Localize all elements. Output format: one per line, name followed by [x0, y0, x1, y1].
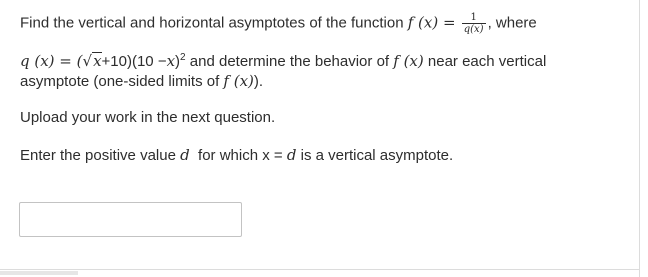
answer-input[interactable] [19, 202, 242, 237]
fraction-numerator: 1 [462, 12, 486, 24]
question-line-2-text: and determine the behavior of [185, 53, 394, 70]
q-x: x [166, 52, 176, 70]
q-definition: q (x) = ( [20, 52, 83, 70]
question-line-2-tail: near each vertical [423, 53, 547, 70]
question-line-3 [20, 71, 263, 92]
prompt-variable-d-2: d [286, 146, 297, 164]
fraction-denominator: q(x) [463, 24, 484, 35]
q-middle: +10)(10 − [101, 53, 167, 70]
prompt-after: is a vertical asymptote. [296, 147, 454, 164]
question-line-3-text: asymptote (one-sided limits of [20, 73, 224, 90]
question-line-2 [20, 48, 546, 72]
exponent: 2 [180, 52, 186, 63]
content-frame-bottom-border [0, 269, 640, 270]
fraction-1-over-q [462, 12, 486, 35]
sqrt-symbol: √ [82, 52, 93, 70]
footer-tab-stub [0, 271, 78, 275]
answer-prompt [20, 145, 453, 166]
function-f-of-x-2: f (x) [393, 52, 424, 70]
question-line-3-end: ). [253, 73, 264, 90]
function-f-of-x-3: f (x) [223, 72, 254, 90]
question-intro-text: Find the vertical and horizontal asymptotes of the function [20, 14, 408, 32]
q-close: ) [175, 53, 181, 70]
comma: , [487, 14, 492, 32]
function-f-of-x: f (x) = [407, 13, 456, 32]
prompt-variable-d: d [180, 146, 190, 164]
where-text: where [491, 14, 537, 32]
prompt-before: Enter the positive value [20, 147, 181, 164]
sqrt-argument: x [93, 52, 102, 70]
upload-instruction: Upload your work in the next question. [20, 109, 276, 126]
prompt-mid: for which x = [189, 147, 287, 164]
question-line-1 [20, 12, 537, 35]
content-frame-right-border [639, 0, 640, 277]
